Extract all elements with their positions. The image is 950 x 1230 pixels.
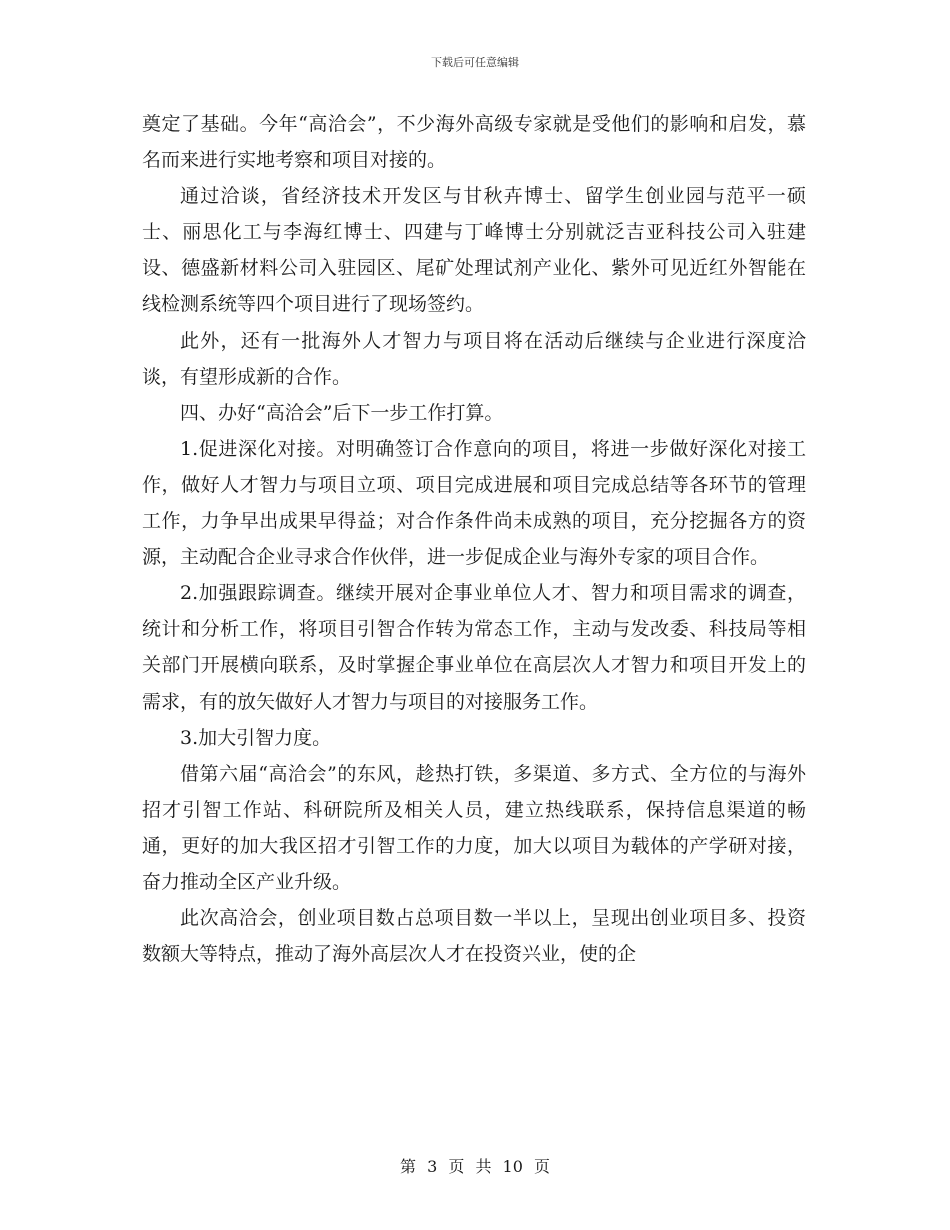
page-number-footer: 第 3 页 共 10 页 <box>400 1157 550 1176</box>
paragraph-item-1: 1.促进深化对接。对明确签订合作意向的项目，将进一步做好深化对接工作，做好人才智力与项目立项、项目完成进展和项目完成总结等各环节的管理工作，力争早出成果早得益；对合作条件尚未成熟的项目，充分挖掘各方的资源，主动配合企业寻求合作伙伴，进一步促成企业与海外专家的项目合作。 <box>142 437 806 569</box>
paragraph-2: 通过洽谈，省经济技术开发区与甘秋卉博士、留学生创业园与范平一硕士、丽思化工与李海红博士、四建与丁峰博士分别就泛吉亚科技公司入驻建设、德盛新材料公司入驻园区、尾矿处理试剂产业化、紫外可见近红外智能在线检测系统等四个项目进行了现场签约。 <box>142 185 806 316</box>
paragraph-1: 奠定了基础。今年“高洽会”，不少海外高级专家就是受他们的影响和启发，慕名而来进行实地考察和项目对接的。 <box>142 113 806 172</box>
section-heading-4: 四、办好“高洽会”后下一步工作打算。 <box>180 401 504 424</box>
paragraph-item-3-title: 3.加大引智力度。 <box>180 726 332 749</box>
paragraph-3: 此外，还有一批海外人才智力与项目将在活动后继续与企业进行深度洽谈，有望形成新的合作。 <box>142 329 806 388</box>
paragraph-final: 此次高洽会，创业项目数占总项目数一半以上，呈现出创业项目多、投资数额大等特点，推动了海外高层次人才在投资兴业，使的企 <box>142 907 806 966</box>
paragraph-item-3-body: 借第六届“高洽会”的东风，趁热打铁，多渠道、多方式、全方位的与海外招才引智工作站、科研院所及相关人员，建立热线联系，保持信息渠道的畅通，更好的加大我区招才引智工作的力度，加大以项目为载体的产学研对接，奋力推动全区产业升级。 <box>142 762 806 893</box>
page-header: 下载后可任意编辑 <box>431 56 519 69</box>
paragraph-item-2: 2.加强跟踪调查。继续开展对企事业单位人才、智力和项目需求的调查，统计和分析工作，将项目引智合作转为常态工作，主动与发改委、科技局等相关部门开展横向联系，及时掌握企事业单位在高层次人才智力和项目开发上的需求，有的放矢做好人才智力与项目的对接服务工作。 <box>142 582 806 713</box>
document-body <box>142 106 806 972</box>
